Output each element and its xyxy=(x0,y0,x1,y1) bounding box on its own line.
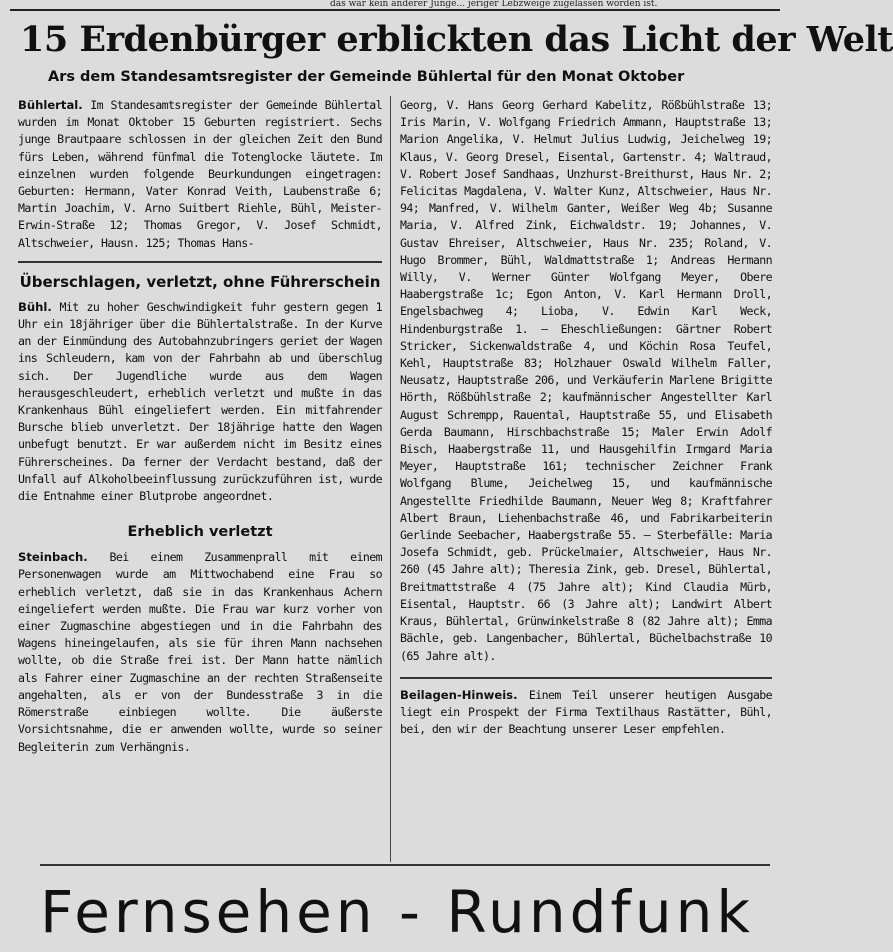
verletzt-article xyxy=(18,549,382,755)
verletzt-text: Bei einem Zusammenprall mit einem Personenwagen wurde am Mittwochabend eine Frau so erheblich verletzt, daß sie in das Krankenhaus Achern eingeliefert werden mußte. Die Frau war kurz vorher von einer Zugmaschine abgestiegen und in die Fahrbahn des Wagens hineingelaufen, als sie für ihren Mann nachsehen wollte, ob die Straße frei ist. Der Mann hatte nämlich als Fahrer einer Zugmaschine an der rechten Straßenseite angehalten, als er von der Bundesstraße 3 in die Römerstraße einbiegen wollte. Die äußerste Vorsichtsnahme, die er anwenden wollte, wurde so seiner Begleiterin zum Verhängnis. xyxy=(18,550,382,754)
unfall-text: Mit zu hoher Geschwindigkeit fuhr gestern gegen 1 Uhr ein 18jähriger über die Bühlertalstraße. In der Kurve an der Einmündung des Autobahnzubringers geriet der Wagen ins Schleudern, kam von der Fahrbahn ab und überschlug sich. Der Jugendliche wurde aus dem Wagen herausgeschleudert, erheblich verletzt und mußte in das Krankenhaus Bühl eingeliefert werden. Ein mitfahrender Bursche blieb unverletzt. Der 18jährige hatte den Wagen unbefugt benutzt. Er war außerdem nicht im Besitz eines Führerscheines. Da ferner der Verdacht bestand, daß der Unfall auf Alkoholbeeinflussung zurückzuführen ist, wurde die Entnahme einer Blutprobe angeordnet. xyxy=(18,299,382,504)
beilagen-notice xyxy=(400,687,772,739)
masthead-fragment: Fernsehen - Rundfunk xyxy=(40,878,754,946)
section-rule xyxy=(18,261,382,263)
standesamt-text-right: Georg, V. Hans Georg Gerhard Kabelitz, Rößbühlstraße 13; Iris Marin, V. Wolfgang Friedrich Ammann, Hauptstraße 13; Marion Angelika, V. Helmut Julius Ludwig, Jeichelweg 19; Klaus, V. Georg Dresel, Eisental, Gartenstr. 4; Waltraud, V. Robert Josef Sandhaas, Unzhurst-Breithurst, Haus Nr. 2; Felicitas Magdalena, V. Walter Kunz, Altschweier, Haus Nr. 94; Manfred, V. Wilhelm Ganter, Weißer Weg 4b; Susanne Maria, V. Alfred Zink, Eichwaldstr. 19; Johannes, V. Gustav Ehreiser, Altschweier, Haus Nr. 235; Roland, V. Hugo Brommer, Bühl, Waldmattstraße 1; Andreas Hermann Willy, V. Werner Günter Wolfgang Meyer, Obere Haabergstraße 1c; Egon Anton, V. Karl Hermann Droll, Engelsbachweg 4; Lioba, V. Edwin Karl Weck, Hindenburgstraße 1. — Eheschließungen: Gärtner Robert Stricker, Sickenwaldstraße 4, und Köchin Rosa Teufel, Kehl, Hauptstraße 83; Holzhauer Oswald Wilhelm Faller, Neusatz, Hauptstraße 206, und Verkäuferin Marlene Brigitte Hörth, Rößbühlstraße 2; kaufmännischer Angestellter Karl August Schrempp, Rauental, Hauptstraße 55, und Elisabeth Gerda Baumann, Hirschbachstraße 15; Maler Erwin Adolf Bisch, Haabergstraße 11, und Hausgehilfin Irmgard Maria Meyer, Hauptstraße 161; technischer Zeichner Frank Wolfgang Blume, Jeichelweg 15, und kaufmännische Angestellte Friedhilde Baumann, Neuer Weg 8; Kraftfahrer Albert Braun, Liehenbachstraße 46, und Fabrikarbeiterin Gerlinde Seebacher, Haabergstraße 55. — Sterbefälle: Maria Josefa Schmidt, geb. Prückelmaier, Altschweier, Haus Nr. 260 (45 Jahre alt); Theresia Zink, geb. Dresel, Bühlertal, Breitmattstraße 4 (75 Jahre alt); Kind Claudia Mürb, Eisental, Hauptstr. 66 (3 Jahre alt); Landwirt Albert Kraus, Bühlertal, Grünwinkelstraße 8 (82 Jahre alt); Emma Bächle, geb. Langenbacher, Bühlertal, Büchelbachstraße 10 (65 Jahre alt). xyxy=(400,98,772,663)
notice-rule xyxy=(400,677,772,679)
unfall-article xyxy=(18,299,382,505)
spacer xyxy=(18,505,382,517)
standesamt-text-left: Im Standesamtsregister der Gemeinde Bühlertal wurden im Monat Oktober 15 Geburten registriert. Sechs junge Brautpaare schlossen in der gleichen Zeit den Bund fürs Leben, während fünfmal die Totenglocke läutete. Im einzelnen wurden folgende Beurkundungen eingetragen: Geburten: Hermann, Vater Konrad Veith, Laubenstraße 6; Martin Joachim, V. Arno Suitbert Riehle, Bühl, Meister-Erwin-Straße 12; Thomas Gregor, V. Josef Schmidt, Altschweier, Hausn. 125; Thomas Hans- xyxy=(18,98,382,250)
dateline-steinbach: Steinbach. xyxy=(18,550,88,565)
notice-text: Einem Teil unserer heutigen Ausgabe liegt ein Prospekt der Firma Textilhaus Rastätter, Bühl, bei, den wir der Beachtung unserer Leser empfehlen. xyxy=(400,687,772,737)
bottom-rule xyxy=(40,864,770,866)
top-rule xyxy=(10,9,780,11)
standesamt-article-part2 xyxy=(400,97,772,665)
verletzt-title: Erheblich verletzt xyxy=(127,524,273,541)
left-column xyxy=(18,97,382,756)
notice-label: Beilagen-Hinweis. xyxy=(400,687,518,702)
dateline-buehlertal: Bühlertal. xyxy=(18,98,83,112)
top-fragment: das war kein anderer Junge... jeriger Lebzweige zugelassen worden ist. xyxy=(330,0,658,9)
headline: 15 Erdenbürger erblickten das Licht der Welt xyxy=(20,19,893,60)
right-column xyxy=(400,97,772,738)
subheadline: Ars dem Standesamtsregister der Gemeinde Bühlertal für den Monat Oktober xyxy=(48,69,685,85)
standesamt-article-part1 xyxy=(18,97,382,252)
unfall-title: Überschlagen, verletzt, ohne Führerschein xyxy=(19,272,381,291)
dateline-buehl: Bühl. xyxy=(18,299,52,314)
column-divider xyxy=(390,96,391,862)
